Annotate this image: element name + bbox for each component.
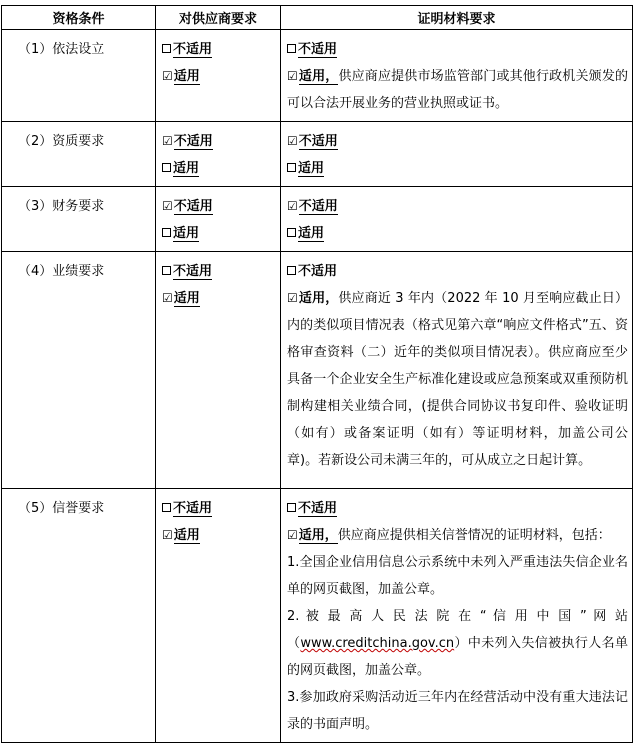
proof-cell [281,489,633,743]
proof-text: 供应商近 3 年内（2022 年 10 月至响应截止日）内的类似项目情况表（格式见第六章“响应文件格式”五、资格审查资料（二）近年的类似项目情况表）。供应商应至少具备一个企业安全生产标准化建设或应急预案或双重预防机制构建相关业绩合同，(提供合同协议书复印件、验收证明（如有）或备案证明（如有）等证明材料，加盖公司公章)。若新设公司未满三年的，可从成立之日起计算。 [287,291,628,468]
proof-text: 供应商应提供市场监管部门或其他行政机关颁发的可以合法开展业务的营业执照或证书。 [287,69,628,111]
header-condition: 资格条件 [2,6,156,30]
option-label: 适用， [298,528,338,543]
option-label: 不适用 [298,264,338,279]
unchecked-box-icon[interactable] [287,503,296,512]
option-label: 不适用 [173,42,213,57]
option-label: 适用， [298,69,339,84]
unchecked-box-icon[interactable] [287,163,296,172]
supplier-options-cell [156,187,281,252]
unchecked-box-icon[interactable] [287,228,296,237]
unchecked-box-icon[interactable] [162,228,171,237]
condition-cell: （1）依法设立 [2,30,156,122]
proof-cell [281,252,633,489]
option-label: 适用， [298,291,339,306]
checked-box-icon[interactable]: ☑ [287,291,298,305]
supplier-options-cell [156,122,281,187]
table-row [2,187,633,252]
condition-cell: （5）信誉要求 [2,489,156,743]
checked-box-icon[interactable]: ☑ [162,528,173,542]
table-row [2,489,633,743]
option-label: 不适用 [298,42,338,57]
checked-box-icon[interactable]: ☑ [162,134,173,148]
list-item-text: ）中未列入失信被执行人名单的网页截图，加盖公章。 [287,636,628,678]
list-item [287,603,628,684]
option-label: 适用 [173,161,200,176]
table-row [2,122,633,187]
condition-cell: （2）资质要求 [2,122,156,187]
supplier-options-cell [156,252,281,489]
unchecked-box-icon[interactable] [162,503,171,512]
proof-cell [281,122,633,187]
website-link[interactable]: www.creditchina.gov.cn [300,636,455,651]
header-row [2,6,633,30]
option-label: 不适用 [173,501,213,516]
option-label: 不适用 [173,264,213,279]
list-item: 3.参加政府采购活动近三年内在经营活动中没有重大违法记录的书面声明。 [287,690,628,732]
option-label: 不适用 [298,134,338,149]
condition-cell: （4）业绩要求 [2,252,156,489]
unchecked-box-icon[interactable] [162,44,171,53]
checked-box-icon[interactable]: ☑ [162,291,173,305]
table-row [2,252,633,489]
proof-text: 供应商应提供相关信誉情况的证明材料，包括： [337,528,611,543]
option-label: 适用 [298,226,325,241]
list-item: 1.全国企业信用信息公示系统中未列入严重违法失信企业名单的网页截图，加盖公章。 [287,555,628,597]
checked-box-icon[interactable]: ☑ [287,134,298,148]
supplier-options-cell [156,489,281,743]
option-label: 适用 [173,69,200,84]
supplier-options-cell [156,30,281,122]
header-proof-requirement: 证明材料要求 [281,6,633,30]
option-label: 不适用 [298,501,338,516]
unchecked-box-icon[interactable] [287,266,296,275]
unchecked-box-icon[interactable] [162,266,171,275]
option-label: 不适用 [173,134,213,149]
unchecked-box-icon[interactable] [162,163,171,172]
checked-box-icon[interactable]: ☑ [287,199,298,213]
option-label: 适用 [173,528,200,543]
header-supplier-requirement: 对供应商要求 [156,6,281,30]
unchecked-box-icon[interactable] [287,44,296,53]
checked-box-icon[interactable]: ☑ [162,199,173,213]
condition-cell: （3）财务要求 [2,187,156,252]
table-row [2,30,633,122]
checked-box-icon[interactable]: ☑ [287,528,298,542]
qualification-table [1,5,633,743]
option-label: 适用 [298,161,325,176]
proof-cell [281,30,633,122]
proof-cell [281,187,633,252]
option-label: 适用 [173,291,200,306]
option-label: 不适用 [298,199,338,214]
checked-box-icon[interactable]: ☑ [287,69,298,83]
checked-box-icon[interactable]: ☑ [162,69,173,83]
list-item-text: 2. 被 最 高 人 民 法 院 在 “ 信 用 中 国 ” 网 站（ [287,609,628,651]
option-label: 适用 [173,226,200,241]
option-label: 不适用 [173,199,213,214]
